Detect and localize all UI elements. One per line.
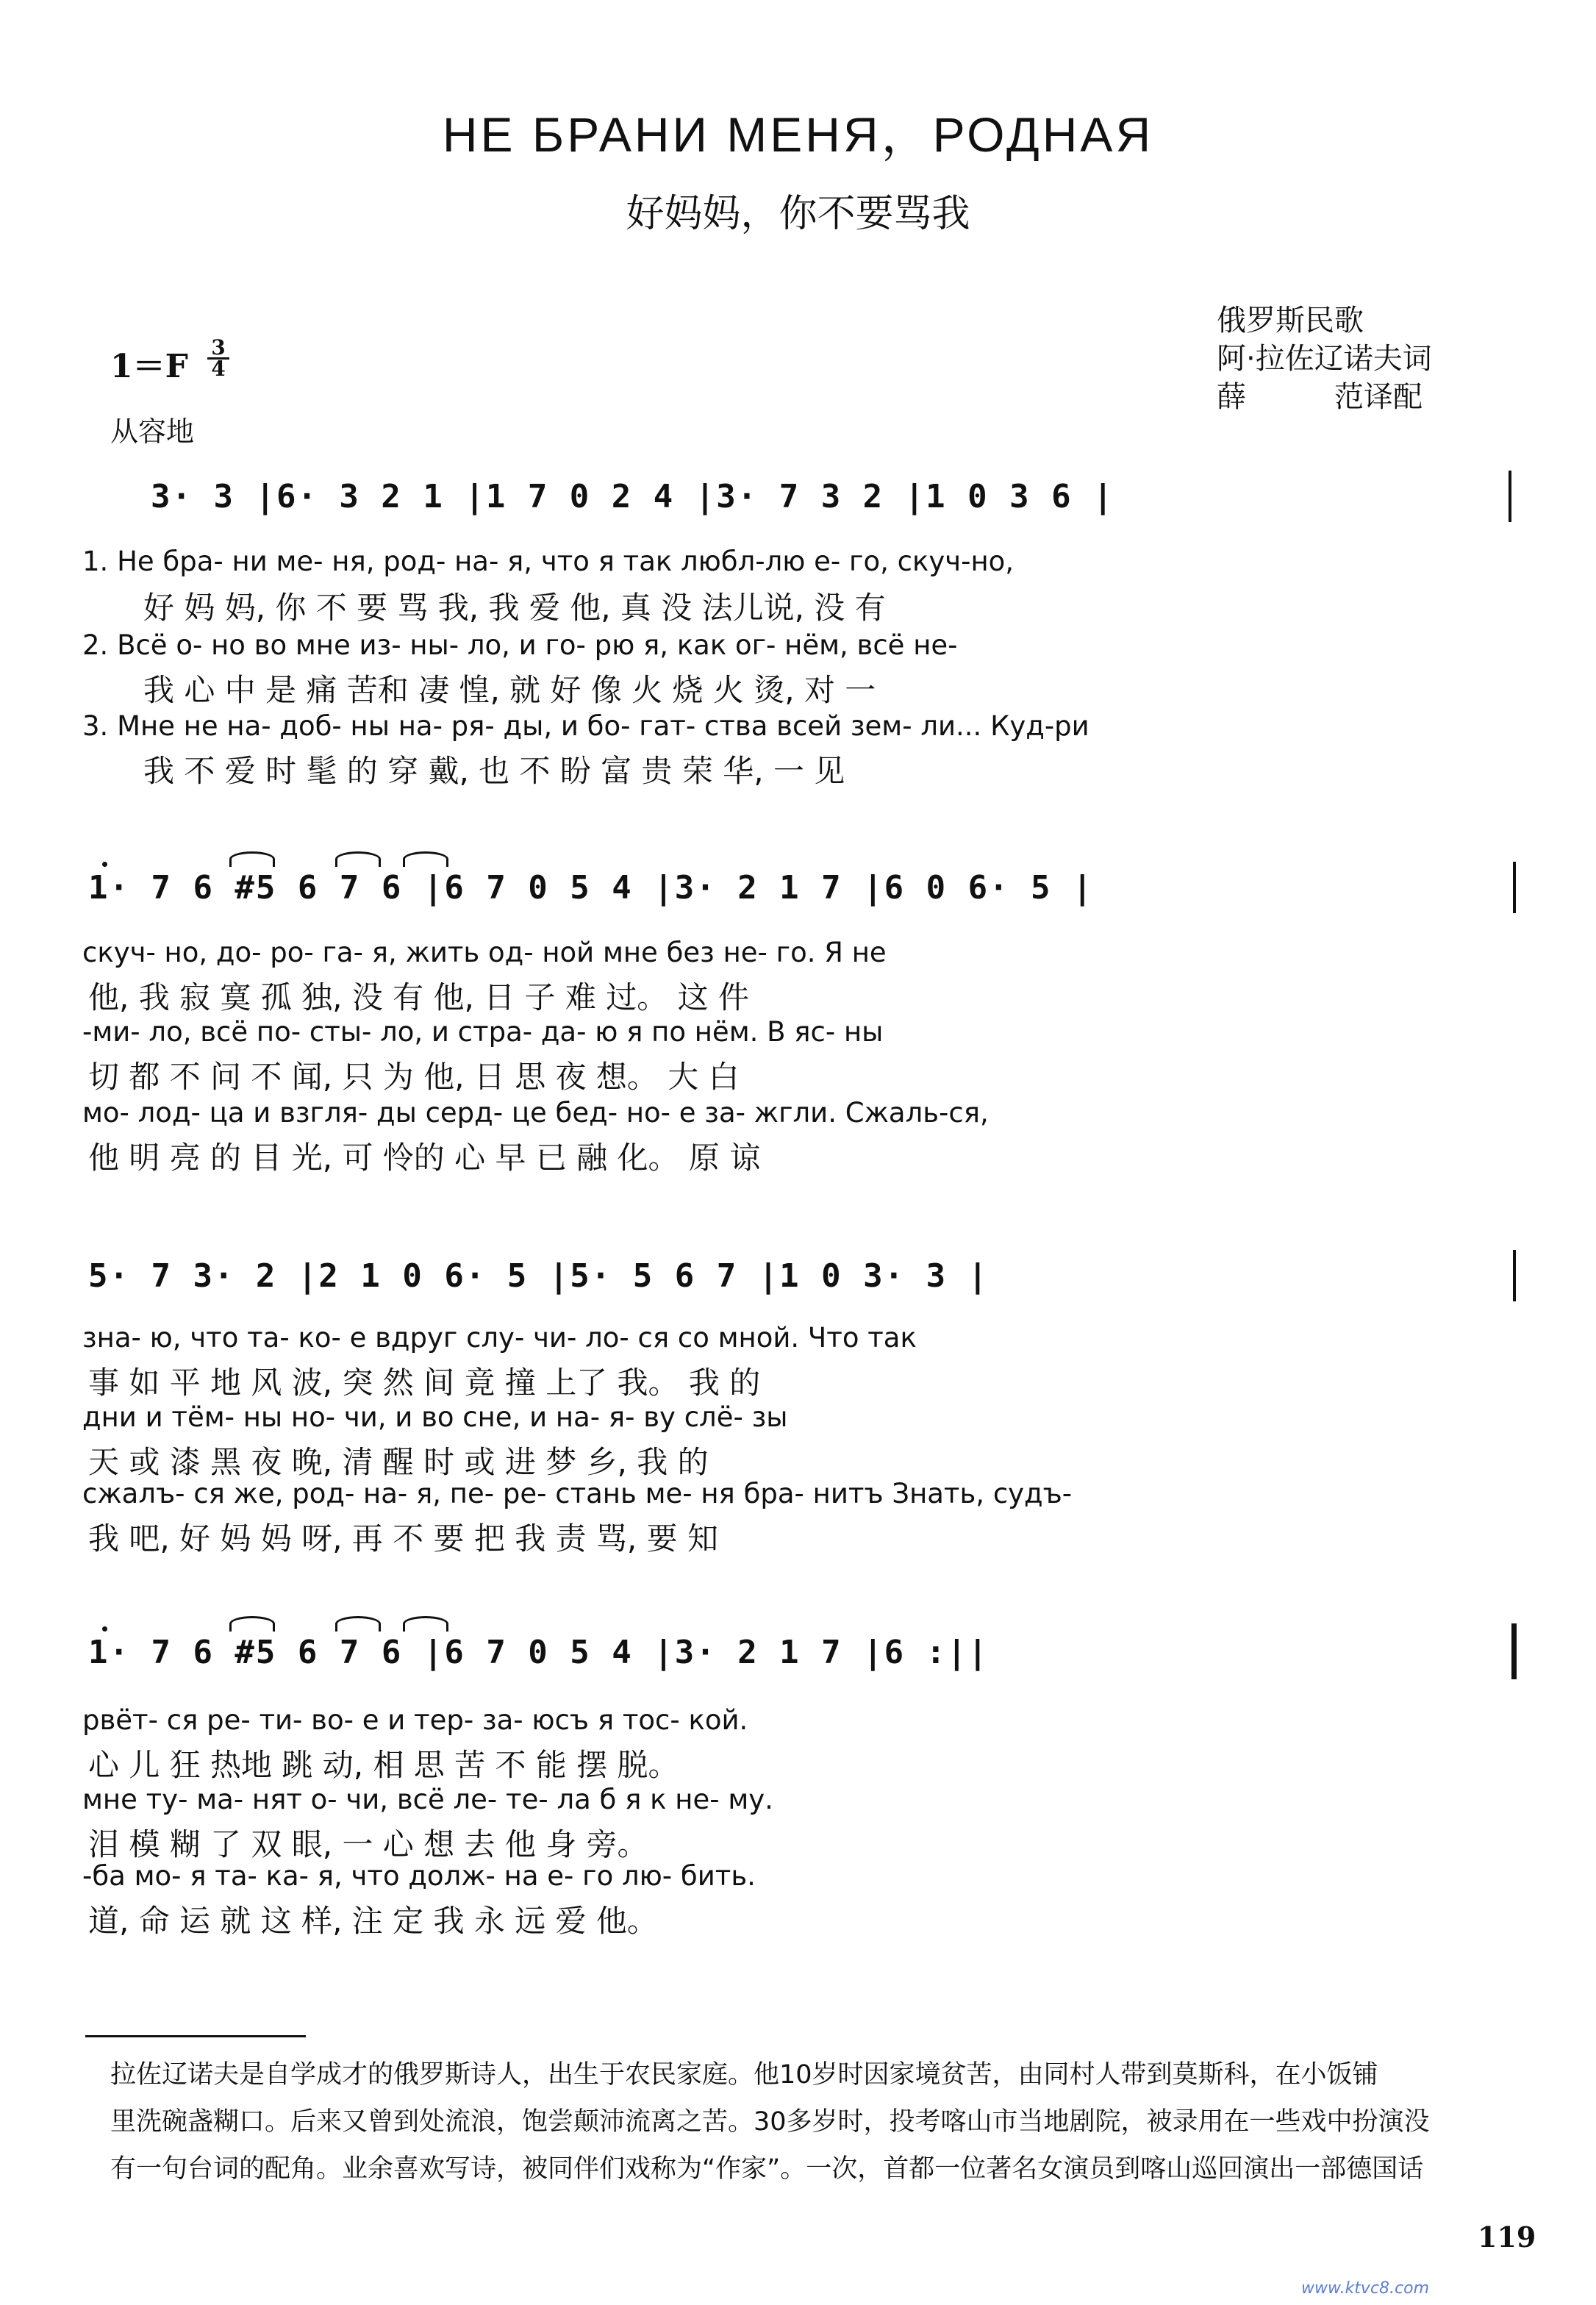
time-signature-top: 3	[207, 338, 229, 360]
lyric-verse1-zh: 他, 我 寂 寞 孤 独, 没 有 他, 日 子 难 过。 这 件	[88, 979, 749, 1015]
slur-mark	[335, 1616, 381, 1632]
slur-mark	[335, 851, 381, 867]
lyric-verse2-zh: 天 或 漆 黑 夜 晚, 清 醒 时 或 进 梦 乡, 我 的	[88, 1444, 709, 1480]
footnote-divider	[85, 2035, 306, 2037]
lyric-verse2-ru: дни и тём- ны но- чи, и во сне, и на- я- ву слё- зы	[82, 1401, 788, 1433]
lyric-verse1-zh: 心 儿 狂 热地 跳 动, 相 思 苦 不 能 摆 脱。	[88, 1747, 679, 1783]
lyric-verse2-zh: 切 都 不 问 不 闻, 只 为 他, 日 思 夜 想。 大 白	[88, 1059, 740, 1095]
lyric-verse3-zh: 我 不 爱 时 髦 的 穿 戴, 也 不 盼 富 贵 荣 华, 一 见	[143, 753, 845, 789]
song-title-chinese: 好妈妈，你不要骂我	[626, 192, 970, 236]
lyric-verse2-ru: -ми- ло, всё по- сты- ло, и стра- да- ю я по нём. В яс- ны	[82, 1016, 884, 1048]
lyric-verse1-zh: 事 如 平 地 风 波, 突 然 间 竟 撞 上了 我。 我 的	[88, 1365, 761, 1401]
lyric-verse3-ru: сжалъ- ся же, род- на- я, пе- ре- стань ме- ня бра- нитъ Знать, судъ-	[82, 1478, 1073, 1509]
lyric-verse1-ru: рвёт- ся ре- ти- во- е и тер- за- юсъ я тос- кой.	[82, 1704, 748, 1736]
song-title-russian: НЕ БРАНИ МЕНЯ，РОДНАЯ	[442, 107, 1154, 162]
slur-mark	[403, 1616, 448, 1632]
slur-mark	[403, 851, 448, 867]
time-signature	[207, 335, 229, 381]
lyric-verse3-zh: 他 明 亮 的 目 光, 可 怜的 心 早 已 融 化。 原 谅	[88, 1140, 761, 1176]
credits	[1217, 301, 1432, 416]
slur-mark	[229, 851, 275, 867]
lyric-verse3-ru: -ба мо- я та- ка- я, что долж- на е- го лю- бить.	[82, 1860, 756, 1892]
footnote-line: 里洗碗盏糊口。后来又曾到处流浪，饱尝颠沛流离之苦。30多岁时，投考喀山市当地剧院，被录用在一些戏中扮演没	[110, 2107, 1430, 2137]
lyric-verse3-ru: мо- лод- ца и взгля- ды серд- це бед- но- е за- жгли. Сжаль-ся,	[82, 1097, 989, 1129]
footnote-line: 拉佐辽诺夫是自学成才的俄罗斯诗人，出生于农民家庭。他10岁时因家境贫苦，由同村人带到莫斯科，在小饭铺	[110, 2060, 1378, 2090]
tempo-marking: 从容地	[110, 415, 195, 448]
barline-end-1	[1509, 471, 1511, 522]
lyric-verse2-zh: 我 心 中 是 痛 苦和 凄 惶, 就 好 像 火 烧 火 烫, 对 一	[143, 672, 876, 708]
page-number: 119	[1478, 2220, 1536, 2254]
time-signature-bottom: 4	[211, 357, 226, 381]
high-octave-dot	[102, 1626, 107, 1632]
lyric-verse3-ru: 3. Мне не на- доб- ны на- ря- ды, и бо- гат- ства всей зем- ли... Куд-ри	[82, 710, 1089, 742]
lyric-verse1-ru: 1. Не бра- ни ме- ня, род- на- я, что я так любл-лю е- го, скуч-но,	[82, 546, 1015, 577]
high-octave-dot	[102, 862, 107, 867]
credit-translator: 薛 范译配	[1217, 380, 1423, 414]
watermark: www.ktvc8.com	[1301, 2279, 1430, 2298]
key-signature: 1＝F	[110, 348, 188, 385]
barline-end-2	[1513, 862, 1516, 913]
lyric-verse3-zh: 我 吧, 好 妈 妈 呀, 再 不 要 把 我 责 骂, 要 知	[88, 1520, 718, 1557]
credit-lyricist: 阿·拉佐辽诺夫词	[1217, 342, 1432, 376]
lyric-verse3-zh: 道, 命 运 就 这 样, 注 定 我 永 远 爱 他。	[88, 1903, 658, 1939]
lyric-verse1-zh: 好 妈 妈, 你 不 要 骂 我, 我 爱 他, 真 没 法儿说, 没 有	[143, 590, 886, 626]
lyric-verse2-ru: мне ту- ма- нят о- чи, всё ле- те- ла б я к не- му.	[82, 1784, 773, 1815]
notation-line-4: 1· 7 6 #5 6 7 6 |6 7 0 5 4 |3· 2 1 7 |6 :||	[88, 1634, 990, 1671]
notation-line-1: 3· 3 |6· 3 2 1 |1 7 0 2 4 |3· 7 3 2 |1 0 3 6 |	[151, 478, 1114, 515]
credit-origin: 俄罗斯民歌	[1217, 304, 1364, 337]
lyric-verse2-zh: 泪 模 糊 了 双 眼, 一 心 想 去 他 身 旁。	[88, 1826, 648, 1862]
slur-mark	[229, 1616, 275, 1632]
lyric-verse1-ru: скуч- но, до- ро- га- я, жить од- ной мне без не- го. Я не	[82, 937, 887, 968]
notation-line-3: 5· 7 3· 2 |2 1 0 6· 5 |5· 5 6 7 |1 0 3· 3 |	[88, 1257, 990, 1295]
footnote	[110, 2051, 1522, 2193]
lyric-verse1-ru: зна- ю, что та- ко- е вдруг слу- чи- ло- ся со мной. Что так	[82, 1322, 917, 1354]
lyric-verse2-ru: 2. Всё о- но во мне из- ны- ло, и го- рю я, как ог- нём, всё не-	[82, 629, 958, 661]
footnote-line: 有一句台词的配角。业余喜欢写诗，被同伴们戏称为“作家”。一次，首都一位著名女演员到喀山巡回演出一部德国话	[110, 2154, 1424, 2184]
final-repeat-barline	[1511, 1623, 1517, 1679]
barline-end-3	[1513, 1250, 1516, 1301]
notation-line-2: 1· 7 6 #5 6 7 6 |6 7 0 5 4 |3· 2 1 7 |6 0 6· 5 |	[88, 869, 1094, 907]
